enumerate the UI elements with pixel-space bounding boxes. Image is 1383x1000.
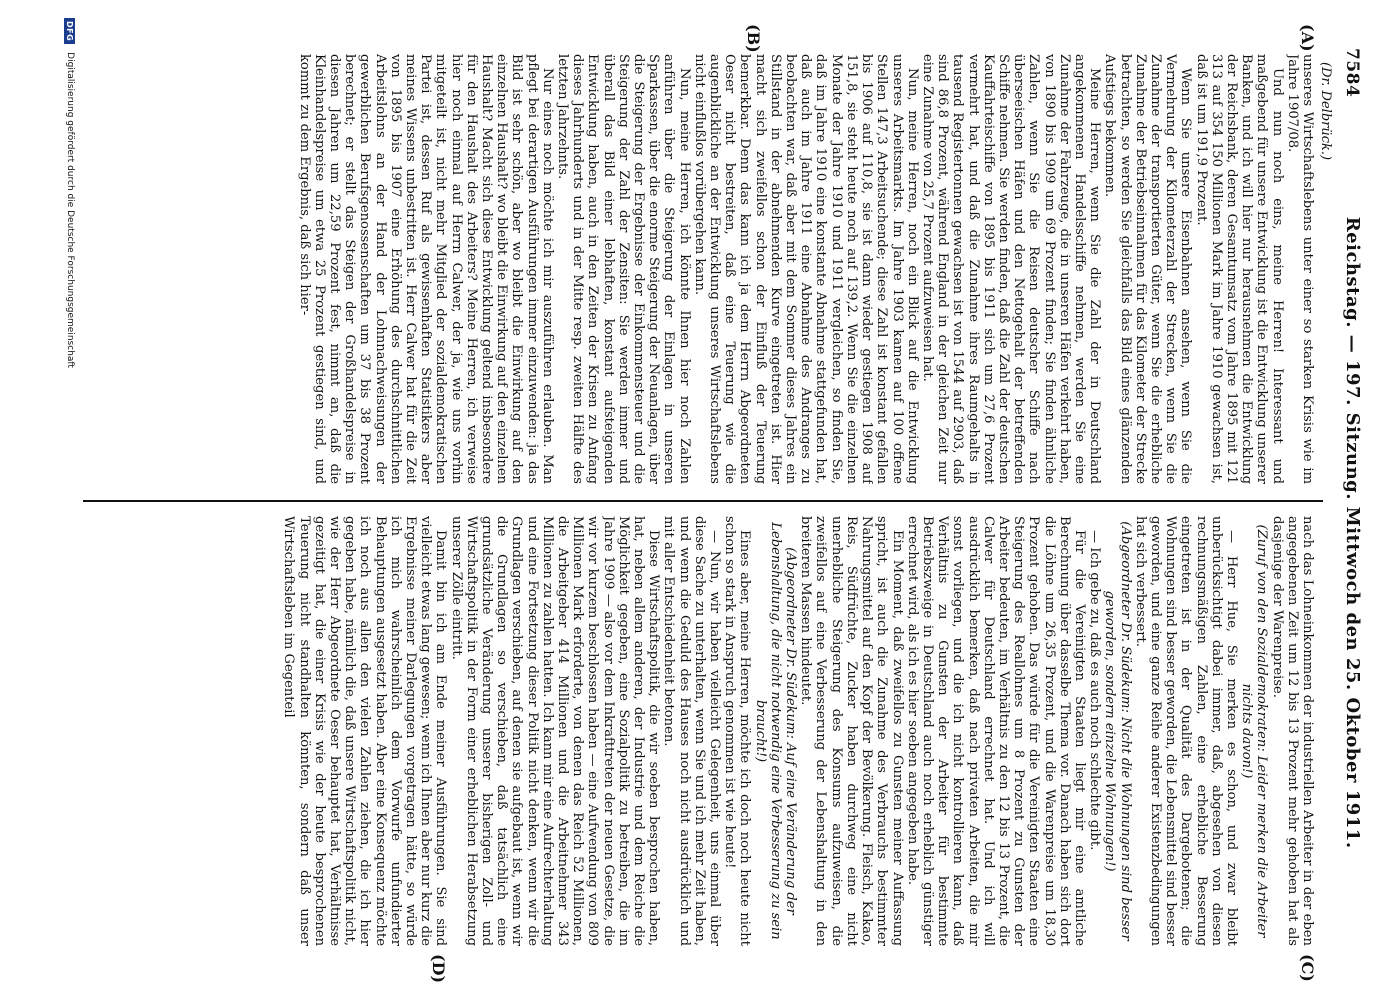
paragraph: Wenn Sie unsere Eisenbahnen ansehen, wenn Sie die Vermehrung der Kilometerzahl der Strecken, wenn Sie die Zunahme der transportierten Güter, wenn Sie die erhebliche Zunahme der Betriebseinnahmen für das Kilometer der Strecke betrachten, so werden Sie gleichfalls das Bild eines glänzenden Aufstiegs bekommen. [1102, 54, 1194, 484]
paragraph: — Nun, wir haben vielleicht Gelegenheit, uns einmal über diese Sache zu unterhalten, wenn Sie und ich mehr Zeit haben, und wenn die Geduld des Hauses noch nicht ausdrücklich und mit aller Entschiedenheit betonen. [661, 516, 723, 946]
page-number: 7584 [1342, 48, 1362, 98]
page-title: Reichstag. — 197. Sitzung. Mittwoch den 25. Oktober 1911. [1342, 216, 1363, 849]
paragraph: (Zuruf von den Sozialdemokraten: Leider merken die Arbeiter nichts davon!) [1239, 524, 1270, 938]
paragraph: nach das Lohneinkommen der industriellen Arbeiter in der eben angegebenen Zeit um 12 bis 13 Prozent mehr gehoben hat als dasjenige der Warenpreise. [1269, 516, 1315, 946]
paragraph: Diese Wirtschaftspolitik, die wir soeben besprochen haben, hat, neben allem anderen, der Industrie und dem Reiche die Möglichkeit gegeben, eine Sozialpolitik zu betreiben, die im Jahre 1909 — also vor dem Inkrafttreten der neuen Gesetze, die wir vor kurzem beschlossen haben — eine Aufwendung von 809 Millionen Mark erforderte, von denen das Reich 52 Millionen, die Arbeitgeber 414 Millionen und die Arbeitnehmer 343 Millionen zu zahlen hatten. Ich kann mir eine Aufrechterhaltung und eine Fortsetzung dieser Politik nicht denken, wenn wir die Grundlagen verschieben, auf denen sie aufgebaut ist, wenn wir die Grundlagen so verschieben, daß tatsächlich eine grundsätzliche Veränderung unserer bisherigen Zoll- und Wirtschaftspolitik in der Form einer erheblichen Herabsetzung unserer Zölle eintritt. [448, 516, 662, 946]
paragraph: — Ich gebe zu, daß es auch noch schlechte gibt. [1087, 530, 1103, 851]
digitization-footer [63, 18, 77, 980]
column-divider [83, 500, 1323, 502]
speaker-tag: (Dr. Delbrück.) [1318, 62, 1333, 161]
margin-letter-a: (A) [1298, 24, 1317, 52]
paragraph: Nur eines noch möchte ich mir auszuführen erlauben. Man pflegt bei derartigen Ausführungen immer einzuwenden: ja das Bild ist sehr schön, aber wo bleibt die Einwirkung auf den einzelnen Haushalt? wo bleibt die Einwirkung auf den einzelnen Haushalt? Macht sich diese Entwicklung geltend insbesondere für den Haushalt des Arbeiters? Meine Herren, ich verweise hier noch einmal auf Herrn Calwer, der ja, wie uns vorhin mitgeteilt ist, nicht mehr Mitglied der sozialdemokratischen Partei ist, dessen Ruf als gewissenhaften Statistikers aber meines Wissens unbestritten ist. Herr Calwer hat für die Zeit von 1895 bis 1907 eine Erhöhung des durchschnittlichen Arbeitslohns an der Hand der Lohnnachweisungen der gewerblichen Berufsgenossenschaften um 37 bis 38 Prozent berechnet; er stellt das Steigen der Großhandelspreise in diesen Jahren um 22,59 Prozent fest, nimmt an, daß die Kleinhandelspreise um etwa 25 Prozent gestiegen sind, und kommt zu dem Ergebnis, daß sich hier- [296, 54, 555, 484]
paragraph: Und nun noch eins, meine Herren! Interessant und maßgebend für unsere Entwicklung ist die Entwicklung unserer Banken, und ich will hier nur herausnehmen die Entwicklung der Reichsbank, deren Gesamtumsatz vom Jahre 1895 mit 121 313 auf 354 150 Millionen Mark im Jahre 1910 gewachsen ist, daß ist um 191,9 Prozent. [1193, 54, 1285, 484]
page-body [63, 18, 1363, 984]
paragraph: Für die Vereinigten Staaten liegt mir eine amtliche Berechnung über dasselbe Thema vor. Danach haben sich dort die Löhne um 26,35 Prozent, und die Warenpreise um 18,30 Prozent gehoben. Das würde für die Vereinigten Staaten eine Steigerung des Reallohnes um 8 Prozent zu Gunsten der Arbeiter bedeuten, im Verhältnis zu den 12 bis 13 Prozent, die Calwer für Deutschland errechnet hat. Und ich will ausdrücklich bemerken, daß nach privaten Arbeiten, die mir sonst vorliegen, und die ich nicht kontrollieren kann, daß Verhältnis zu Gunsten der Arbeiter für bestimmte Betriebszweige in Deutschland auch noch erheblich günstiger errechnet wird, als ich es hier soeben angegeben habe. [904, 516, 1087, 946]
margin-letter-b: (B) [744, 24, 763, 53]
paragraph: — Herr Hue, Sie merken es schon, und zwar bleibt unberücksichtigt dabei immer, daß, abgesehen von diesen rechnungsmäßigen Zahlen, eine erhebliche Besserung eingetreten ist in der Qualität des Dargebotenen; die Wohnungen sind besser geworden, die Lebensmittel sind besser geworden, und eine ganze Reihe anderer Existenzbedingungen hat sich verbessert. [1132, 516, 1239, 946]
paragraph: Nun, meine Herren, ich könnte Ihnen hier noch Zahlen anführen über die Steigerung der Einlagen in unseren Sparkassen, über die enorme Steigerung der Neuanlagen, über die Steigerung der Ergebnisse der Einkommensteuer und die Steigerung der Zahl der Zensiten: Sie werden immer und überall das Bild einer lebhaften, konstant aufsteigenden Entwicklung haben, auch in den Zeiten der Krisen zu Anfang dieses Jahrhunderts und in der Mitte resp. zweiten Hälfte des letzten Jahrzehnts. [555, 54, 692, 484]
paragraph: Eines aber, meine Herren, möchte ich doch noch heute nicht schon so stark in Anspruch genommen ist wie heute! [722, 516, 753, 946]
margin-letter-d: (D) [429, 954, 448, 984]
paragraph: Nun, meine Herren, noch ein Blick auf die Entwicklung unseres Arbeitsmarkts. Im Jahre 1903 kamen auf 100 offene Stellen 147,3 Arbeitsuchende; diese Zahl ist konstant gefallen bis 1906 auf 110,8, sie ist dann wieder gestiegen 1908 auf 151,8, sie steht heute noch auf 139,2. Wenn Sie die einzelnen Monate der Jahre 1910 und 1911 vergleichen, so finden Sie, daß im Jahre 1910 eine konstante Abnahme stattgefunden hat, daß auch im Jahre 1911 eine Abnahme des Andranges zu beobachten war, daß aber mit dem Sommer dieses Jahres ein Stillstand in der abnehmenden Kurve eingetreten ist. Hier macht sich zweifellos schon der Einfluß der Teuerung bemerkbar. Denn das kann ich ja dem Herrn Abgeordneten Oeser nicht bestreiten, daß eine Teuerung wie die augenblickliche an der Entwicklung unseres Wirtschaftslebens nicht einflußlos vorübergehen kann. [691, 54, 920, 484]
paragraph: Ein Moment, daß zweifellos zu Gunsten meiner Auffassung spricht, ist auch die Zunahme des Verbrauchs bestimmter Nahrungsmittel auf den Kopf der Bevölkerung. Fleisch, Kakao, Reis, Südfrüchte, Zucker haben durchweg eine nicht unerhebliche Steigerung des Konsums aufzuweisen, die zweifellos auf eine Verbesserung der Lebenshaltung in den breiteren Massen hindeutet. [798, 516, 905, 946]
margin-letter-c: (C) [1298, 954, 1317, 982]
digitization-credit: Digitalisierung gefördert durch die Deutsche Forschungsgemeinschaft [65, 52, 75, 368]
right-column [105, 516, 1315, 946]
dfg-logo: DFG [65, 18, 76, 44]
page-header [1337, 48, 1363, 968]
paragraph: (Abgeordneter Dr. Südekum: Nicht die Wohnungen sind besser geworden, sondern einzelne Wohnungen!) [1102, 521, 1133, 941]
paragraph: Meine Herren, wenn Sie die Zahl der in Deutschland angekommenen Handelsschiffe nehmen, werden Sie eine Zunahme der Fahrzeuge, die in unseren Häfen verkehrt haben, von 1890 bis 1909 um 69 Prozent finden; Sie finden ähnliche Zahlen, wenn Sie die Reisen deutscher Schiffe nach überseeischen Häfen und den Nettogehalt der betreffenden Schiffe nehmen. Sie werden finden, daß die Zahl der deutschen Kauffahrteischiffe von 1895 bis 1911 sich um 27,6 Prozent vermehrt hat, und daß die Zunahme ihres Raumgehalts in tausend Registertonnen gewachsen ist von 1544 auf 2903, daß sind 86,8 Prozent, während England in der gleichen Zeit nur eine Zunahme von 25,7 Prozent aufzuweisen hat. [919, 54, 1103, 484]
paragraph: unseres Wirtschaftslebens unter einer so starken Krisis wie im Jahre 1907/08. [1284, 54, 1315, 484]
paragraph: Damit bin ich am Ende meiner Ausführungen. Sie sind vielleicht etwas lang gewesen; wenn ich Ihnen aber nur kurz die Ergebnisse meiner Darlegungen vorgetragen hätte, so würde ich mich wahrscheinlich dem Vorwurfe unfundierter Behauptungen ausgesetzt haben. Aber eine Konsequenz möchte ich noch aus allen den vielen Zahlen ziehen, die ich hier gegeben habe, nämlich die, daß unsere Wirtschaftspolitik nicht, wie der Herr Abgeordnete Oeser behauptet hat, Verhältnisse gezeitigt hat, die einer Krisis wie der heute besprochenen Teuerung nicht standhalten könnten, sondern daß unser Wirtschaftsleben im Gegenteil [281, 516, 449, 946]
paragraph: (Abgeordneter Dr. Südekum: Auf eine Veränderung der Lebenshaltung, die nicht notwendig eine Verbesserung zu sein braucht!) [752, 522, 799, 940]
left-column [105, 54, 1315, 484]
